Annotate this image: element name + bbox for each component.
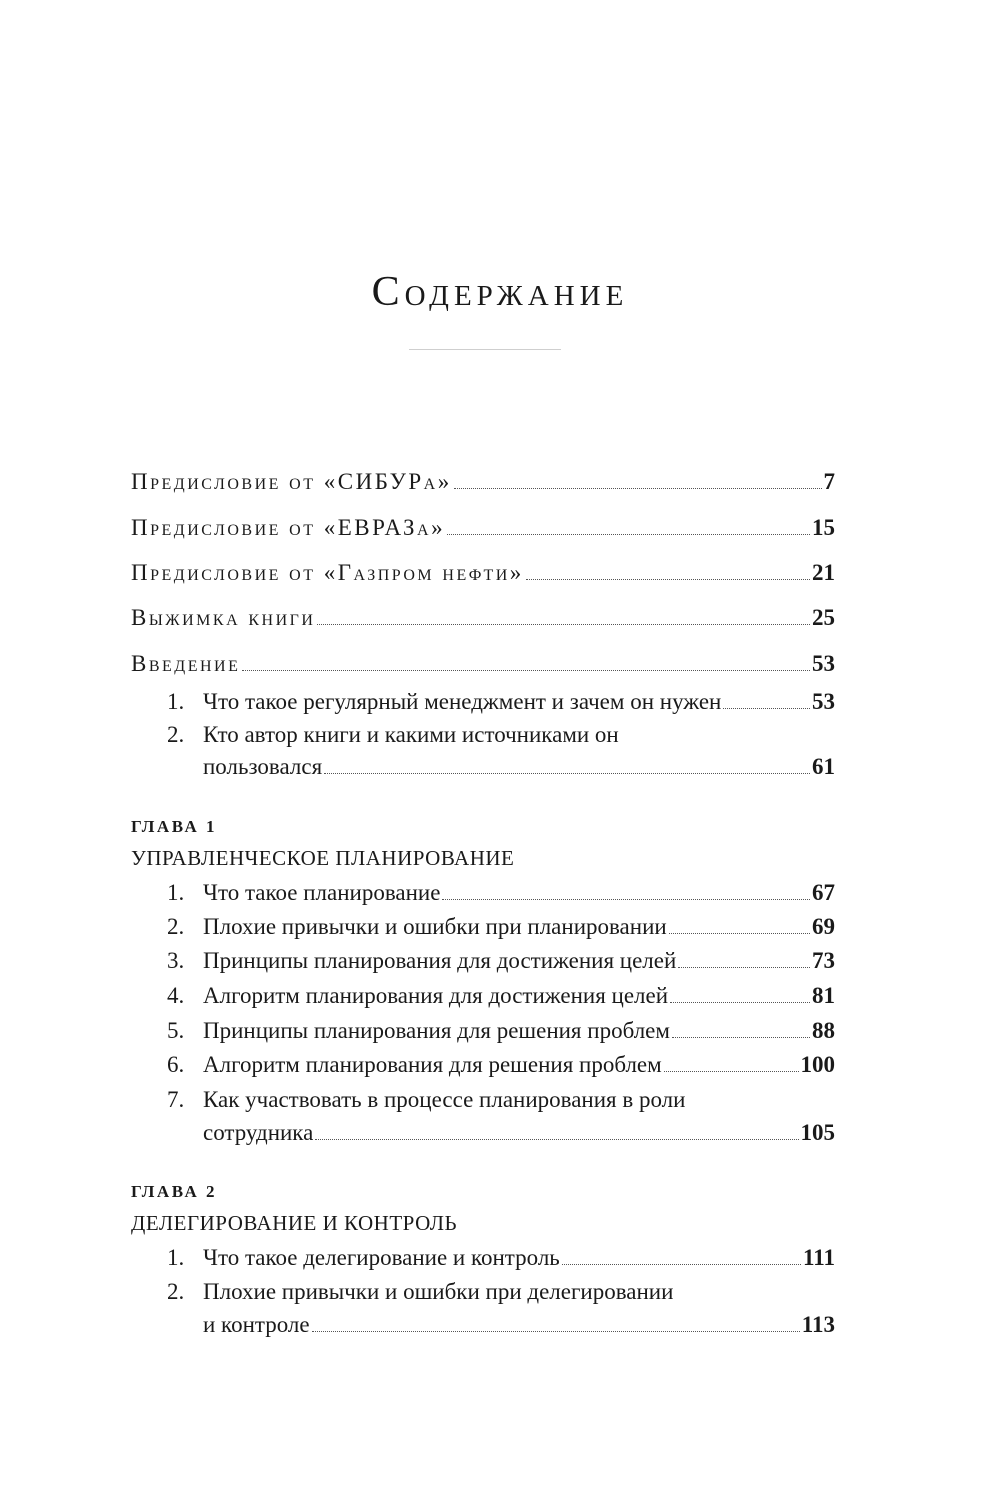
toc-entry-introduction[interactable] [131,649,835,679]
toc-item-number: 2. [167,914,185,939]
dot-leader [312,1331,800,1332]
dot-leader [454,488,822,489]
toc-item-number: 7. [167,1087,185,1112]
toc-subentry[interactable] [167,912,835,942]
toc-subentry[interactable] [167,946,835,976]
toc-subentry[interactable] [167,878,835,908]
toc-entry-label: Предисловие от «СИБУРа» [131,469,452,494]
toc-page-number: 113 [801,1312,835,1337]
toc-subentry-continuation[interactable] [203,1310,835,1340]
dot-leader [664,1071,799,1072]
chapter-title[interactable]: ДЕЛЕГИРОВАНИЕ И КОНТРОЛЬ [131,1211,458,1235]
dot-leader [324,773,810,774]
toc-page-number: 81 [812,983,835,1008]
toc-subentry[interactable] [167,981,835,1011]
toc-page-number: 53 [812,651,835,676]
dot-leader [562,1264,801,1265]
toc-page-number: 25 [812,605,835,630]
toc-page-number: 21 [812,560,835,585]
toc-entry-label: Выжимка книги [131,605,316,630]
toc-page-number: 7 [823,469,835,494]
toc-item-number: 1. [167,689,185,714]
dot-leader [526,579,810,580]
toc-entry-label-continuation: сотрудника [203,1120,314,1145]
toc-entry-label: Как участвовать в процессе планирования в роли [203,1087,686,1112]
toc-page-number: 67 [812,880,835,905]
toc-entry-summary[interactable] [131,603,835,633]
toc-subentry[interactable] [167,1243,835,1273]
toc-item-number: 1. [167,880,185,905]
toc-page-number: 61 [812,754,835,779]
chapter-label: ГЛАВА 1 [131,817,217,836]
dot-leader [317,624,810,625]
chapter-title[interactable]: УПРАВЛЕНЧЕСКОЕ ПЛАНИРОВАНИЕ [131,846,515,870]
toc-entry-label: Что такое регулярный менеджмент и зачем он нужен [203,689,722,714]
toc-subentry[interactable] [167,1277,673,1307]
page-title: Содержание [371,269,629,315]
toc-page-number: 105 [800,1120,835,1145]
toc-item-number: 2. [167,1279,185,1304]
title-divider [409,349,561,350]
toc-entry-label: Принципы планирования для достижения целей [203,948,677,973]
toc-item-number: 4. [167,983,185,1008]
toc-page-number: 100 [800,1052,835,1077]
dot-leader [242,670,810,671]
toc-item-number: 6. [167,1052,185,1077]
toc-entry-label: Алгоритм планирования для достижения целей [203,983,669,1008]
toc-entry-preface-gazprom[interactable] [131,558,835,588]
toc-subentry[interactable] [167,1016,835,1046]
toc-entry-label: Что такое планирование [203,880,441,905]
toc-entry-label: Принципы планирования для решения проблем [203,1018,670,1043]
toc-entry-label: Кто автор книги и какими источниками он [203,722,619,747]
toc-subentry[interactable] [167,1085,685,1115]
toc-item-number: 3. [167,948,185,973]
dot-leader [442,899,810,900]
toc-entry-preface-sibur[interactable] [131,467,835,497]
toc-item-number: 5. [167,1018,185,1043]
chapter-label: ГЛАВА 2 [131,1182,217,1201]
toc-page-number: 15 [812,515,835,540]
toc-subentry-continuation[interactable] [203,1118,835,1148]
toc-entry-label: Алгоритм планирования для решения проблем [203,1052,662,1077]
dot-leader [723,708,810,709]
toc-entry-label: Введение [131,651,241,676]
toc-page-number: 111 [803,1245,835,1270]
dot-leader [315,1139,798,1140]
dot-leader [669,933,810,934]
toc-item-number: 2. [167,722,185,747]
toc-page-number: 69 [812,914,835,939]
dot-leader [670,1002,810,1003]
toc-page-number: 88 [812,1018,835,1043]
toc-entry-label: Плохие привычки и ошибки при планировании [203,914,667,939]
toc-item-number: 1. [167,1245,185,1270]
toc-page-number: 73 [812,948,835,973]
toc-entry-label-continuation: пользовался [203,754,323,779]
toc-entry-label-continuation: и контроле [203,1312,310,1337]
dot-leader [672,1037,810,1038]
toc-entry-label: Предисловие от «Газпром нефти» [131,560,524,585]
toc-subentry-continuation[interactable] [203,752,835,782]
toc-page-number: 53 [812,689,835,714]
toc-entry-label: Что такое делегирование и контроль [203,1245,560,1270]
toc-entry-label: Предисловие от «ЕВРАЗа» [131,515,446,540]
dot-leader [447,534,810,535]
toc-subentry[interactable] [167,720,619,750]
toc-entry-label: Плохие привычки и ошибки при делегировании [203,1279,674,1304]
toc-subentry[interactable] [167,687,835,717]
toc-entry-preface-evraz[interactable] [131,513,835,543]
toc-subentry[interactable] [167,1050,835,1080]
dot-leader [678,967,810,968]
